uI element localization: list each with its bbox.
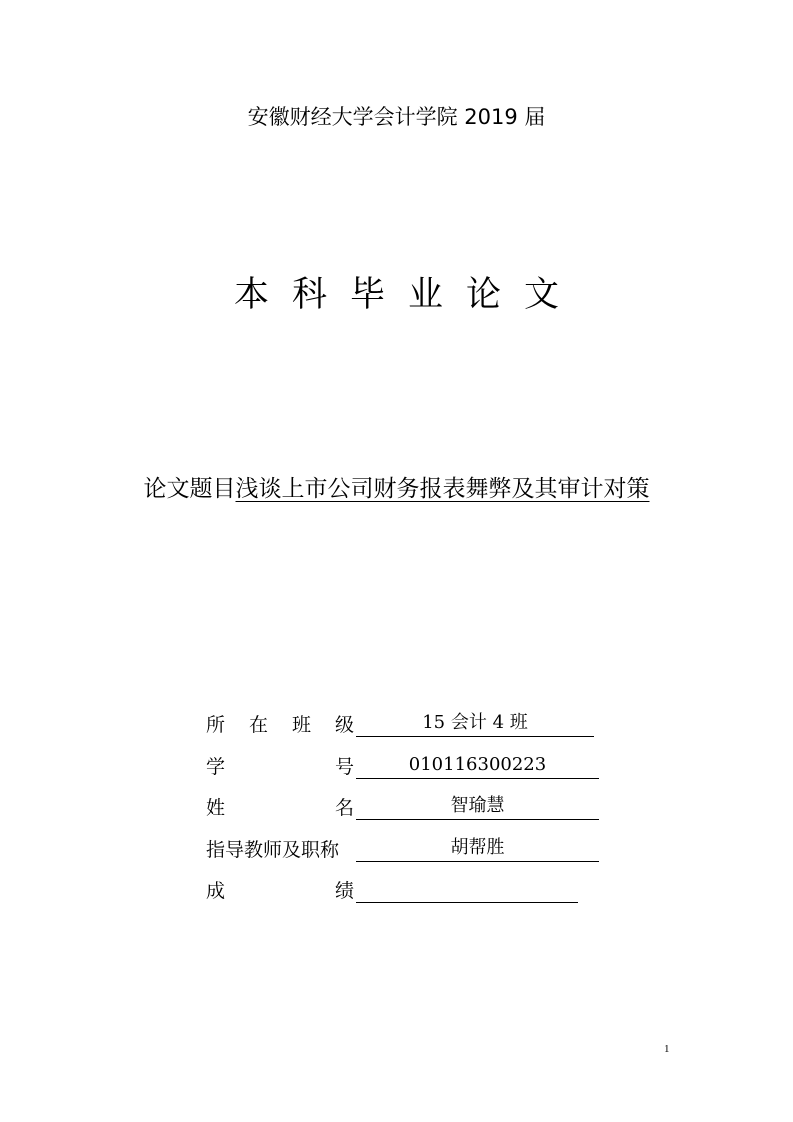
grade-value	[356, 876, 578, 903]
topic-label: 论文题目	[143, 476, 236, 502]
document-title: 本科毕业论文	[233, 275, 582, 315]
thesis-topic-row	[0, 473, 793, 505]
grade-label: 成 绩	[206, 880, 354, 902]
school-header: 安徽财经大学会计学院 2019 届	[247, 105, 546, 129]
class-value: 15 会计 4 班	[356, 710, 594, 737]
name-value: 智瑜慧	[356, 793, 599, 820]
class-label: 所 在 班 级	[206, 714, 354, 736]
topic-value: 浅谈上市公司财务报表舞弊及其审计对策	[235, 476, 650, 502]
advisor-label: 指导教师及职称	[206, 839, 340, 861]
student-id-value: 010116300223	[356, 752, 599, 779]
student-id-label: 学 号	[206, 756, 354, 778]
page-number: 1	[664, 1043, 670, 1055]
advisor-value: 胡帮胜	[356, 835, 599, 862]
name-label: 姓 名	[206, 797, 354, 819]
